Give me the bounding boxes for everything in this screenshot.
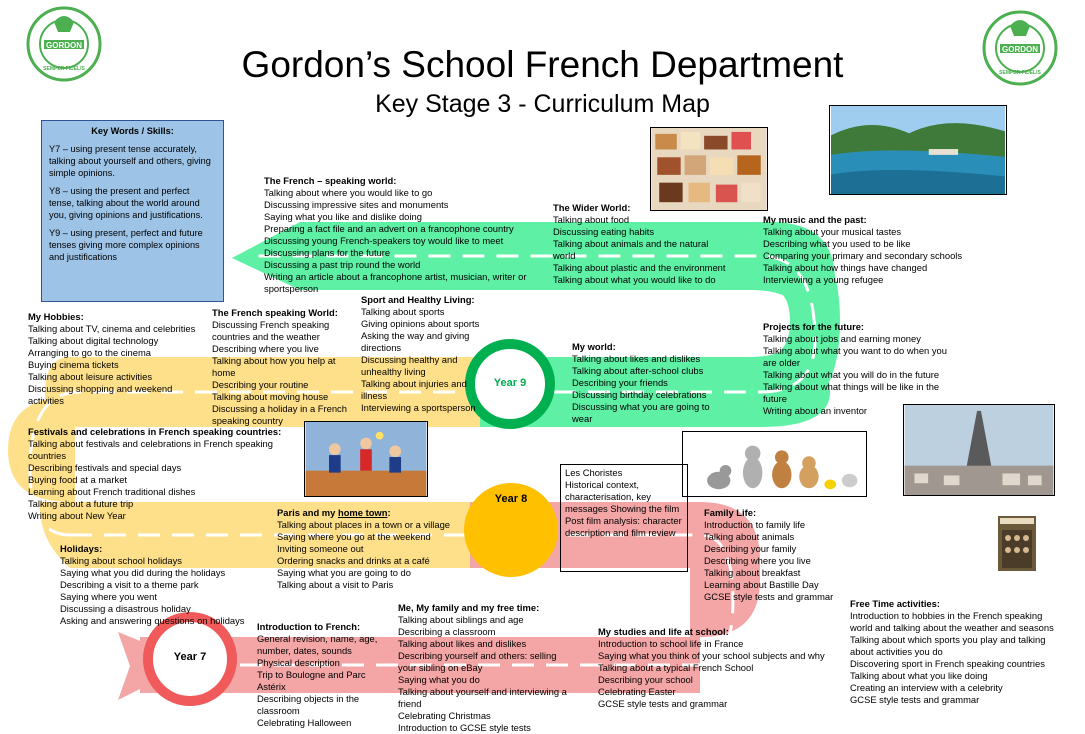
topic-me-family bbox=[398, 602, 573, 734]
topic-paris-town bbox=[277, 507, 467, 591]
topic-item: Talking about food bbox=[553, 214, 630, 225]
topic-item: Writing an article about a francophone artist, musician, writer or sportsperson bbox=[264, 271, 527, 294]
topic-item: Talking about school holidays bbox=[60, 555, 182, 566]
key-words-heading: Key Words / Skills: bbox=[91, 126, 174, 136]
topic-item: Introduction to GCSE style tests bbox=[398, 722, 531, 733]
topic-french-speaking-world-y9 bbox=[264, 175, 539, 295]
photo-les-choristes-poster bbox=[998, 516, 1036, 571]
topic-heading: The Wider World: bbox=[553, 202, 631, 213]
topic-item: Talking about animals and the natural world bbox=[553, 238, 709, 261]
photo-pastries bbox=[650, 127, 768, 211]
topic-item: Talking about what you will do in the future bbox=[763, 369, 940, 380]
key-words-box bbox=[41, 120, 224, 302]
topic-item: Learning about Bastille Day bbox=[704, 579, 819, 590]
topic-item: Saying what you think of your school subjects and why bbox=[598, 650, 825, 661]
topic-item: Comparing your primary and secondary schools bbox=[763, 250, 963, 261]
key-words-y7: Y7 – using present tense accurately, talking about yourself and others, giving simple opinions. bbox=[49, 144, 211, 178]
topic-heading: Family Life: bbox=[704, 507, 757, 518]
topic-item: Discussing a past trip round the world bbox=[264, 259, 421, 270]
topic-item: Talking about TV, cinema and celebrities bbox=[28, 323, 196, 334]
topic-studies-school bbox=[598, 626, 843, 710]
topic-item: Describing objects in the classroom bbox=[257, 693, 360, 716]
topic-heading: My studies and life at school: bbox=[598, 626, 729, 637]
topic-item: Saying what you did during the holidays bbox=[60, 567, 226, 578]
topic-item: Describing festivals and special days bbox=[28, 462, 182, 473]
topic-item: Discussing birthday celebrations bbox=[572, 389, 707, 400]
topic-item: Describing your routine bbox=[212, 379, 309, 390]
topic-heading: Projects for the future: bbox=[763, 321, 865, 332]
topic-item: Saying what you do bbox=[398, 674, 480, 685]
topic-family-life bbox=[704, 507, 854, 603]
topic-item: Discussing plans for the future bbox=[264, 247, 391, 258]
topic-item: Celebrating Christmas bbox=[398, 710, 491, 721]
topic-item: Talking about breakfast bbox=[704, 567, 801, 578]
topic-heading: My music and the past: bbox=[763, 214, 867, 225]
topic-item: Interviewing a young refugee bbox=[763, 274, 884, 285]
topic-item: Saying where you went bbox=[60, 591, 157, 602]
topic-item: Discussing shopping and weekend activities bbox=[28, 383, 173, 406]
topic-item: Talking about jobs and earning money bbox=[763, 333, 921, 344]
topic-item: Talking about injuries and illness bbox=[361, 378, 467, 401]
topic-item: Talking about moving house bbox=[212, 391, 329, 402]
topic-item: Talking about yourself and interviewing a friend bbox=[398, 686, 567, 709]
topic-item: GCSE style tests and grammar bbox=[598, 698, 728, 709]
topic-heading-part: Paris and my bbox=[277, 507, 338, 518]
topic-heading: The French speaking World: bbox=[212, 307, 338, 318]
topic-heading: Me, My family and my free time: bbox=[398, 602, 540, 613]
year9-label: Year 9 bbox=[493, 377, 527, 389]
topic-heading-part: : bbox=[387, 507, 391, 518]
topic-item: Discussing impressive sites and monuments bbox=[264, 199, 449, 210]
photo-pets bbox=[682, 431, 867, 497]
topic-item: GCSE style tests and grammar bbox=[850, 694, 980, 705]
topic-item: Talking about digital technology bbox=[28, 335, 159, 346]
topic-item: Buying food at a market bbox=[28, 474, 128, 485]
topic-item: Saying what you are going to do bbox=[277, 567, 411, 578]
topic-heading: Free Time activities: bbox=[850, 598, 940, 609]
topic-projects-future bbox=[763, 321, 963, 417]
logo-right-motto: SEMPER FIDELIS bbox=[999, 70, 1041, 76]
topic-item: Ordering snacks and drinks at a café bbox=[277, 555, 430, 566]
topic-item: Asking and answering questions on holidays bbox=[60, 615, 245, 626]
topic-item: Talking about siblings and age bbox=[398, 614, 524, 625]
photo-handball bbox=[304, 421, 428, 497]
topic-heading: Les Choristes bbox=[565, 467, 623, 478]
year8-label: Year 8 bbox=[494, 493, 528, 505]
topic-item: Talking about which sports you play and talking about activities you do bbox=[850, 634, 1046, 657]
topic-item: Describing where you live bbox=[704, 555, 811, 566]
topic-item: Talking about leisure activities bbox=[28, 371, 153, 382]
topic-heading: My world: bbox=[572, 341, 616, 352]
topic-festivals bbox=[28, 426, 293, 522]
topic-item: Discussing what you are going to wear bbox=[572, 401, 710, 424]
topic-item: Describing what you used to be like bbox=[763, 238, 911, 249]
key-words-y9: Y9 – using present, perfect and future tenses giving more complex opinions and justifications bbox=[49, 228, 203, 262]
topic-item: Introduction to hobbies in the French speaking world and talking about the weather and seasons bbox=[850, 610, 1054, 633]
logo-right-text: GORDON bbox=[1002, 45, 1038, 54]
topic-heading: Sport and Healthy Living: bbox=[361, 294, 475, 305]
topic-heading: Holidays: bbox=[60, 543, 103, 554]
topic-item: Discussing healthy and unhealthy living bbox=[361, 354, 458, 377]
topic-item: Historical context, characterisation, key messages bbox=[565, 479, 651, 514]
topic-item: Preparing a fact file and an advert on a francophone country bbox=[264, 223, 514, 234]
topic-item: Inviting someone out bbox=[277, 543, 364, 554]
topic-item: Discussing a holiday in a French speaking country bbox=[212, 403, 347, 426]
topic-item: Talking about after-school clubs bbox=[572, 365, 704, 376]
topic-item: Describing a classroom bbox=[398, 626, 496, 637]
photo-coast bbox=[829, 105, 1007, 195]
photo-paris bbox=[903, 404, 1055, 496]
topic-hobbies bbox=[28, 311, 210, 407]
logo-left-text: GORDON bbox=[46, 41, 82, 50]
topic-item: Talking about your musical tastes bbox=[763, 226, 902, 237]
topic-item: Showing the film bbox=[610, 503, 680, 514]
topic-les-choristes bbox=[560, 464, 688, 572]
topic-heading: Introduction to French: bbox=[257, 621, 361, 632]
topic-intro-french bbox=[257, 621, 392, 729]
topic-item: Giving opinions about sports bbox=[361, 318, 480, 329]
topic-free-time bbox=[850, 598, 1060, 706]
topic-item: Trip to Boulogne and Parc Astérix bbox=[257, 669, 366, 692]
topic-holidays bbox=[60, 543, 260, 627]
topic-item: Talking about a visit to Paris bbox=[277, 579, 394, 590]
topic-item: Talking about a typical French School bbox=[598, 662, 754, 673]
topic-item: Describing your friends bbox=[572, 377, 668, 388]
topic-item: Talking about what you like doing bbox=[850, 670, 988, 681]
logo-left-motto: SEMPER FIDELIS bbox=[43, 66, 85, 72]
topic-item: Introduction to family life bbox=[704, 519, 806, 530]
topic-item: Talking about likes and dislikes bbox=[572, 353, 701, 364]
topic-wider-world bbox=[553, 202, 733, 286]
topic-item: Describing where you live bbox=[212, 343, 319, 354]
topic-item: Writing about an inventor bbox=[763, 405, 868, 416]
topic-item: Discussing a disastrous holiday bbox=[60, 603, 191, 614]
topic-item: Saying what you like and dislike doing bbox=[264, 211, 422, 222]
topic-my-world bbox=[572, 341, 732, 425]
topic-item: Talking about what things will be like in the future bbox=[763, 381, 940, 404]
topic-item: Talking about festivals and celebrations in French speaking countries bbox=[28, 438, 273, 461]
year7-label: Year 7 bbox=[173, 651, 207, 663]
topic-item: GCSE style tests and grammar bbox=[704, 591, 834, 602]
topic-item: Describing your school bbox=[598, 674, 693, 685]
topic-item: Describing yourself and others: selling your sibling on eBay bbox=[398, 650, 557, 673]
topic-heading: My Hobbies: bbox=[28, 311, 84, 322]
topic-item: Talking about plastic and the environment bbox=[553, 262, 726, 273]
topic-item: Celebrating Easter bbox=[598, 686, 676, 697]
topic-french-speaking-world-y8 bbox=[212, 307, 357, 427]
topic-item: Post film analysis: character description and film review bbox=[565, 515, 682, 538]
page-subtitle: Key Stage 3 - Curriculum Map bbox=[375, 90, 710, 118]
topic-item: Arranging to go to the cinema bbox=[28, 347, 151, 358]
topic-item: Writing about New Year bbox=[28, 510, 126, 521]
topic-item: Talking about places in a town or a village bbox=[277, 519, 451, 530]
topic-item: Introduction to school life in France bbox=[598, 638, 744, 649]
topic-item: Learning about French traditional dishes bbox=[28, 486, 196, 497]
topic-heading bbox=[277, 507, 467, 519]
topic-item: Describing a visit to a theme park bbox=[60, 579, 199, 590]
topic-item: Talking about a future trip bbox=[28, 498, 134, 509]
topic-item: Buying cinema tickets bbox=[28, 359, 119, 370]
topic-item: General revision, name, age, number, dates, sounds bbox=[257, 633, 378, 656]
topic-item: Talking about likes and dislikes bbox=[398, 638, 527, 649]
topic-music-past bbox=[763, 214, 978, 286]
page-title: Gordon’s School French Department bbox=[241, 44, 844, 85]
topic-heading: Festivals and celebrations in French speaking countries: bbox=[28, 426, 282, 437]
topic-item: Talking about animals bbox=[704, 531, 795, 542]
topic-item: Describing your family bbox=[704, 543, 797, 554]
topic-heading-part: home town bbox=[337, 507, 388, 518]
topic-item: Talking about how you help at home bbox=[212, 355, 336, 378]
topic-item: Saying where you go at the weekend bbox=[277, 531, 431, 542]
topic-heading: The French – speaking world: bbox=[264, 175, 397, 186]
topic-item: Discussing French speaking countries and the weather bbox=[212, 319, 330, 342]
topic-item: Discussing young French-speakers toy would like to meet bbox=[264, 235, 504, 246]
topic-item: Physical description bbox=[257, 657, 340, 668]
topic-item: Talking about where you would like to go bbox=[264, 187, 433, 198]
topic-item: Discovering sport in French speaking countries bbox=[850, 658, 1045, 669]
key-words-y8: Y8 – using the present and perfect tense, talking about the world around you, giving opinions and justifications. bbox=[49, 186, 203, 220]
topic-item: Celebrating Halloween bbox=[257, 717, 352, 728]
topic-sport-healthy bbox=[361, 294, 481, 414]
topic-item: Asking the way and giving directions bbox=[361, 330, 470, 353]
topic-item: Talking about what you want to do when you are older bbox=[763, 345, 947, 368]
topic-item: Talking about what you would like to do bbox=[553, 274, 716, 285]
topic-item: Talking about sports bbox=[361, 306, 445, 317]
topic-item: Discussing eating habits bbox=[553, 226, 655, 237]
topic-item: Talking about how things have changed bbox=[763, 262, 928, 273]
topic-item: Creating an interview with a celebrity bbox=[850, 682, 1003, 693]
topic-item: Interviewing a sportsperson bbox=[361, 402, 476, 413]
